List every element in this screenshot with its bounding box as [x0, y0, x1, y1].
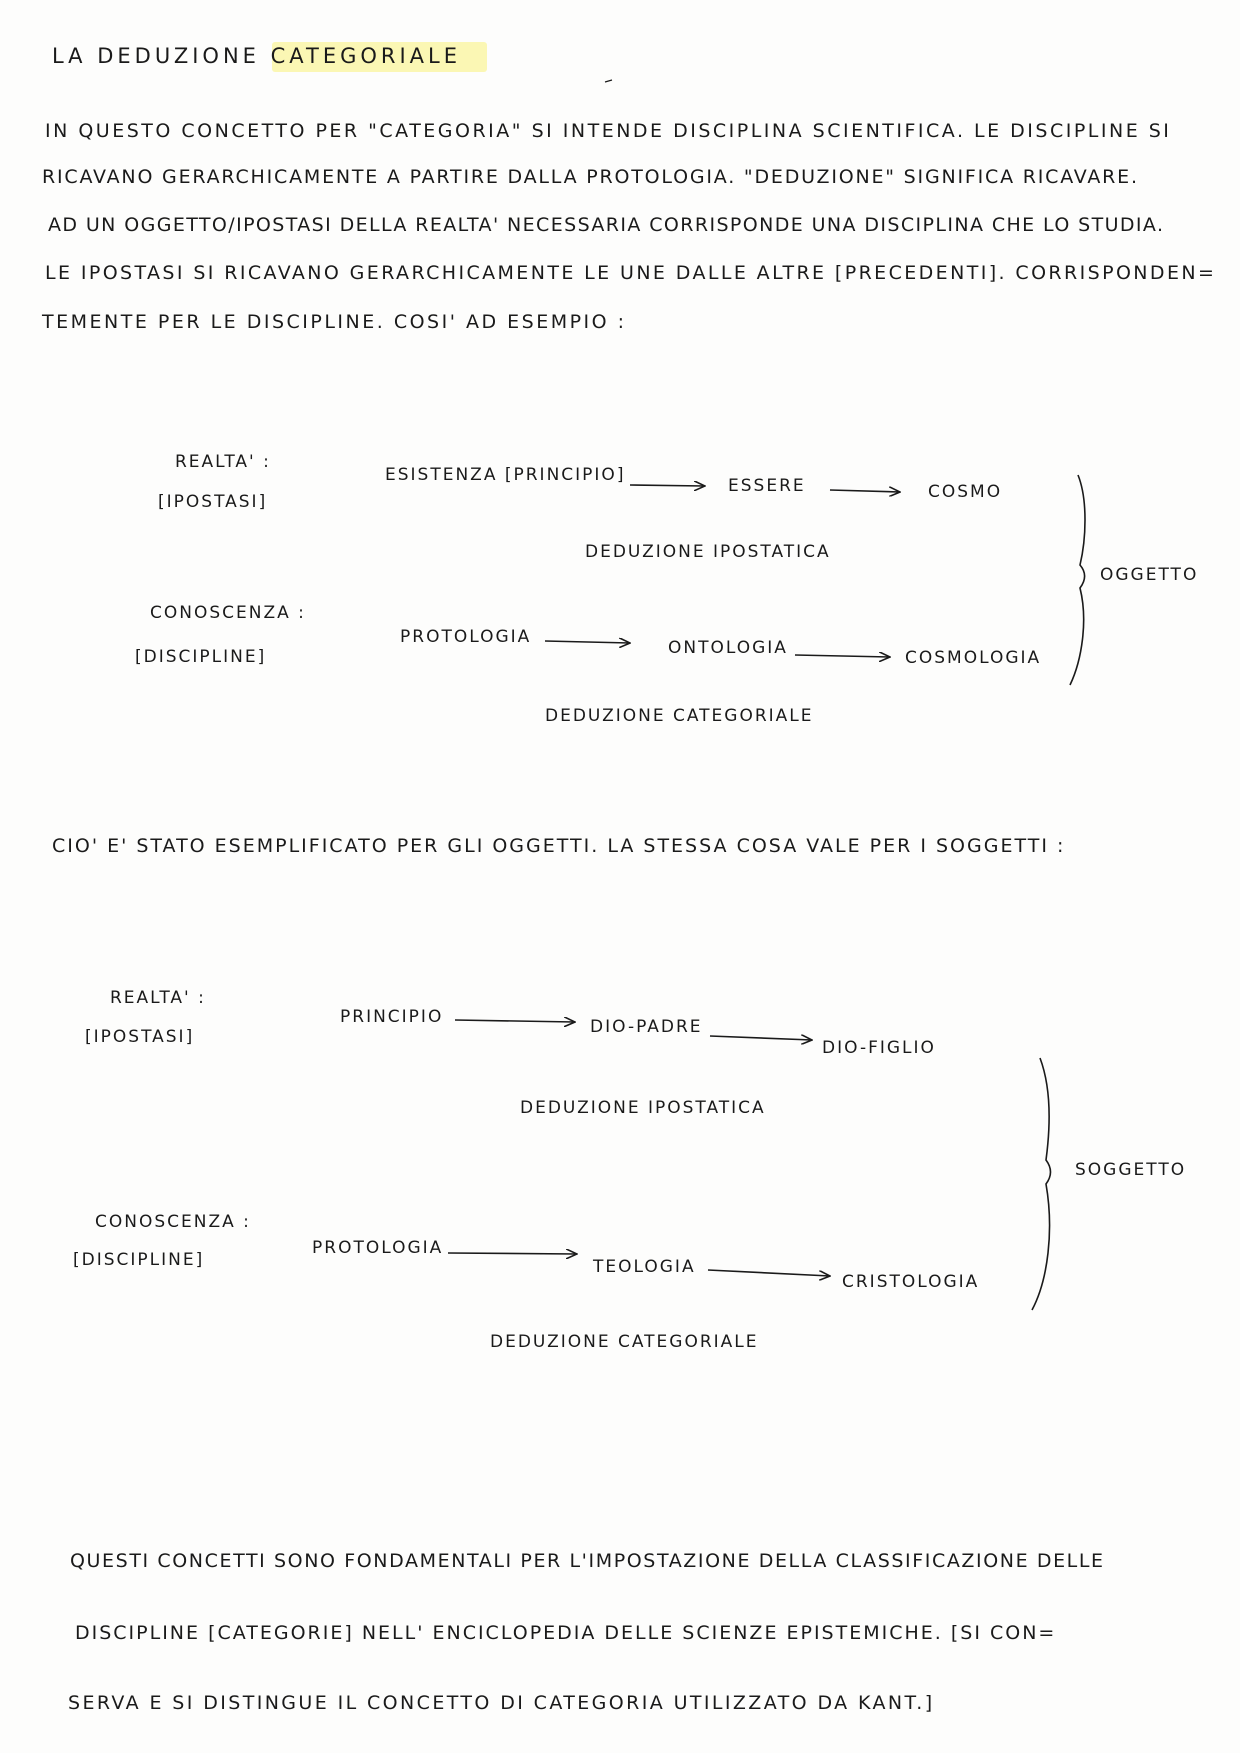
reality-label: REALTA' :	[110, 988, 206, 1008]
chain-caption: DEDUZIONE IPOSTATICA	[585, 542, 831, 562]
chain-caption: DEDUZIONE CATEGORIALE	[545, 706, 814, 726]
arrow	[795, 655, 890, 657]
page-title: LA DEDUZIONE CATEGORIALE	[52, 44, 462, 68]
closing-line: QUESTI CONCETTI SONO FONDAMENTALI PER L'IMPOSTAZIONE DELLA CLASSIFICAZIONE DELLE	[70, 1550, 1105, 1572]
intro-line: TEMENTE PER LE DISCIPLINE. COSI' AD ESEMPIO :	[42, 311, 627, 333]
knowledge-sub: [DISCIPLINE]	[135, 647, 267, 667]
chain-node: DIO-FIGLIO	[822, 1038, 936, 1058]
chain-caption: DEDUZIONE CATEGORIALE	[490, 1332, 759, 1352]
intro-line: LE IPOSTASI SI RICAVANO GERARCHICAMENTE LE UNE DALLE ALTRE [PRECEDENTI]. CORRISPONDEN=	[45, 262, 1217, 284]
chain-node: ESISTENZA [PRINCIPIO]	[385, 465, 626, 485]
chain-node: COSMO	[928, 482, 1003, 502]
chain-node: ONTOLOGIA	[668, 638, 788, 658]
chain-node: PRINCIPIO	[340, 1007, 444, 1027]
knowledge-label: CONOSCENZA :	[95, 1212, 251, 1232]
brace	[1032, 1058, 1051, 1310]
arrow	[455, 1020, 575, 1022]
intro-line: RICAVANO GERARCHICAMENTE A PARTIRE DALLA PROTOLOGIA. "DEDUZIONE" SIGNIFICA RICAVARE.	[42, 166, 1139, 188]
arrow	[630, 485, 705, 486]
chain-node: DIO-PADRE	[590, 1017, 703, 1037]
arrow	[545, 641, 630, 643]
arrow	[708, 1270, 830, 1276]
arrow	[830, 490, 900, 492]
middle-line: CIO' E' STATO ESEMPLIFICATO PER GLI OGGETTI. LA STESSA COSA VALE PER I SOGGETTI :	[52, 835, 1066, 857]
chain-node: ESSERE	[728, 476, 806, 496]
brace-label: OGGETTO	[1100, 565, 1199, 585]
chain-caption: DEDUZIONE IPOSTATICA	[520, 1098, 766, 1118]
brace-label: SOGGETTO	[1075, 1160, 1187, 1180]
chain-node: TEOLOGIA	[593, 1257, 696, 1277]
chain-node: COSMOLOGIA	[905, 648, 1042, 668]
reality-label: REALTA' :	[175, 452, 271, 472]
chain-node: CRISTOLOGIA	[842, 1272, 980, 1292]
brace	[1070, 475, 1085, 685]
chain-node: PROTOLOGIA	[400, 627, 532, 647]
closing-line: DISCIPLINE [CATEGORIE] NELL' ENCICLOPEDIA DELLE SCIENZE EPISTEMICHE. [SI CON=	[75, 1622, 1057, 1644]
stray-mark	[605, 80, 612, 82]
knowledge-sub: [DISCIPLINE]	[73, 1250, 205, 1270]
arrow	[710, 1036, 812, 1040]
intro-line: IN QUESTO CONCETTO PER "CATEGORIA" SI INTENDE DISCIPLINA SCIENTIFICA. LE DISCIPLINE SI	[45, 120, 1172, 142]
closing-line: SERVA E SI DISTINGUE IL CONCETTO DI CATEGORIA UTILIZZATO DA KANT.]	[68, 1692, 935, 1714]
arrow	[448, 1253, 577, 1254]
knowledge-label: CONOSCENZA :	[150, 603, 306, 623]
intro-line: AD UN OGGETTO/IPOSTASI DELLA REALTA' NECESSARIA CORRISPONDE UNA DISCIPLINA CHE LO STUDIA.	[48, 214, 1165, 236]
chain-node: PROTOLOGIA	[312, 1238, 444, 1258]
reality-sub: [IPOSTASI]	[158, 492, 268, 512]
reality-sub: [IPOSTASI]	[85, 1027, 195, 1047]
